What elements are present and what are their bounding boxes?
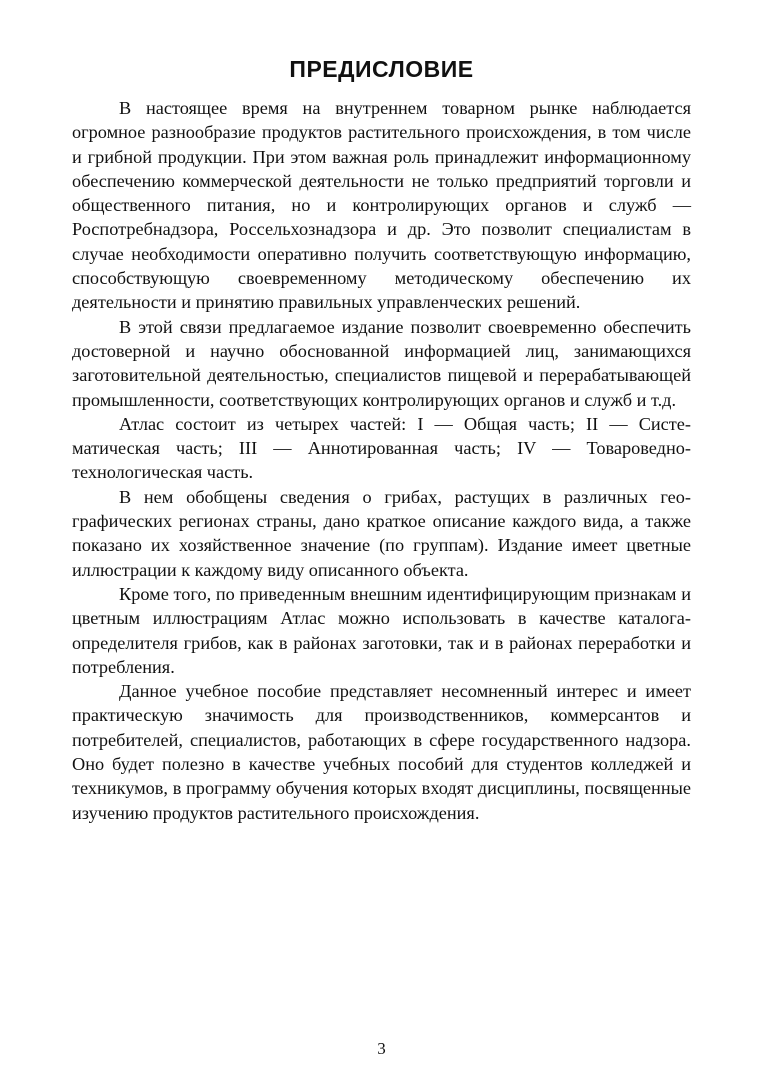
paragraph-4: В нем обобщены сведения о грибах, растущих в различных географических регионах страны, дано краткое описание каждого вида, а также показано их хозяйственное значение (по группам). Издание имеет цветные иллюстрации к каждому виду описанного объекта. (72, 486, 691, 580)
paragraph-1: В настоящее время на внутреннем товарном рынке наблюдается огромное разнообразие продуктов растительного происхождения, в том числе и грибной продукции. При этом важная роль принадлежит информационному обеспечению коммерческой деятельности не только предприятий торговли и общественного питания, но и контролирующих органов и служб — Роспотребнадзора, Россельхознадзора и др. Это позволит специалистам в случае необходимости оперативно получить соответствующую информацию, способствующую своевременному методическому обеспечению их деятельности и принятию правильных управленческих решений. (72, 98, 691, 313)
preface-body (72, 96, 691, 825)
paragraph-3: Атлас состоит из четырех частей: I — Общая часть; II — Систематическая часть; III — Аннотированная часть; IV — Товароведно-технологическая часть. (72, 413, 691, 483)
page-number: 3 (377, 1039, 386, 1058)
page-title: ПРЕДИСЛОВИЕ (289, 56, 474, 82)
paragraph-5: Кроме того, по приведенным внешним идентифицирующим признакам и цветным иллюстрациям Атлас можно использовать в качестве каталога-определителя грибов, как в районах заготовки, так и в районах переработки и потребления. (72, 583, 691, 677)
paragraph-6: Данное учебное пособие представляет несомненный интерес и имеет практическую значимость для производственников, коммерсантов и потребителей, специалистов, работающих в сфере государственного надзора. Оно будет полезно в качестве учебных пособий для студентов колледжей и техникумов, в программу обучения которых входят дисциплины, посвященные изучению продуктов растительного происхождения. (72, 681, 691, 823)
paragraph-2: В этой связи предлагаемое издание позволит своевременно обеспечить достоверной и научно обоснованной информацией лиц, занимающихся заготовительной деятельностью, специалистов пищевой и перерабатывающей промышленности, соответствующих контролирующих органов и служб и т.д. (72, 316, 691, 410)
